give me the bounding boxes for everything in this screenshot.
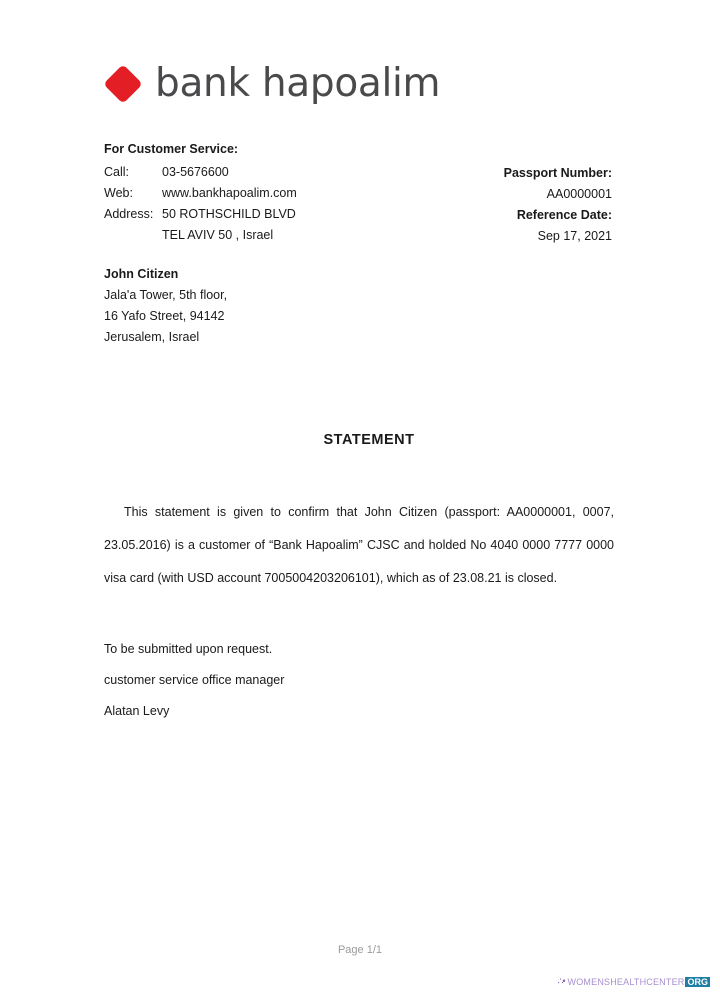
recipient-address-line: Jala'a Tower, 5th floor,	[104, 288, 228, 302]
page-number: Page 1/1	[337, 944, 383, 956]
statement-body-text: This statement is given to confirm that John Citizen (passport: AA0000001, 0007, 23.05.2016) is a customer of “Bank Hapoalim” CJSC and holded No 4040 0000 7777 0000 visa card (with USD account 7005004203206101), which as of 23.08.21 is closed.	[104, 505, 614, 585]
address-line-2: TEL AVIV 50 , Israel	[162, 228, 274, 242]
customer-service-block	[104, 142, 297, 246]
cs-label: Web:	[104, 186, 133, 200]
cs-row-address-2	[104, 225, 297, 246]
diamond-logo-icon	[103, 64, 143, 104]
signatory-name: Alatan Levy	[104, 704, 170, 718]
cs-label: Address:	[104, 207, 154, 221]
cs-row-web	[104, 183, 297, 204]
logo-text: bank hapoalim	[155, 61, 441, 106]
recipient-address-line: 16 Yafo Street, 94142	[104, 309, 225, 323]
closing-block	[104, 638, 284, 731]
cs-label	[104, 225, 162, 246]
statement-title: STATEMENT	[323, 432, 415, 448]
watermark-text: WOMENSHEALTHCENTER	[567, 976, 685, 987]
dots-logo-icon: ∴•	[557, 976, 565, 986]
statement-body	[104, 496, 614, 595]
bank-logo	[103, 61, 441, 106]
watermark-badge: ORG	[687, 976, 708, 987]
recipient-name: John Citizen	[104, 267, 179, 281]
cs-row-call	[104, 162, 297, 183]
reference-block	[504, 163, 612, 247]
cs-row-address	[104, 204, 297, 225]
passport-label: Passport Number:	[503, 166, 612, 180]
recipient-block	[104, 264, 227, 348]
passport-value: AA0000001	[546, 187, 612, 201]
customer-service-title: For Customer Service:	[104, 142, 239, 156]
cs-label: Call:	[104, 165, 130, 179]
reference-date-label: Reference Date:	[516, 208, 612, 222]
address-line-1: 50 ROTHSCHILD BLVD	[162, 207, 296, 221]
reference-date-value: Sep 17, 2021	[537, 229, 612, 243]
signatory-title: customer service office manager	[104, 673, 285, 687]
recipient-address-line: Jerusalem, Israel	[104, 330, 200, 344]
watermark	[558, 976, 710, 987]
website-link[interactable]: www.bankhapoalim.com	[162, 186, 297, 200]
phone-number: 03-5676600	[162, 165, 229, 179]
closing-note: To be submitted upon request.	[104, 642, 273, 656]
